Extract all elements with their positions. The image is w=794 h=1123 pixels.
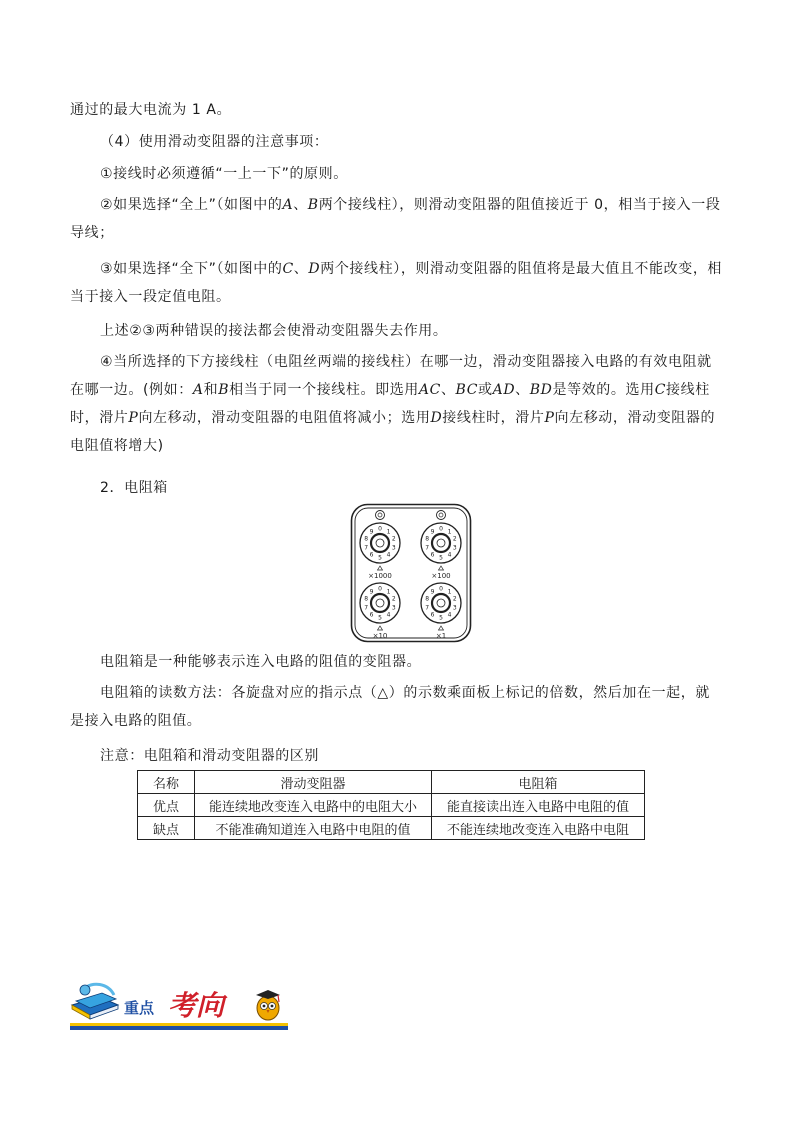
dial-digit: 6 <box>430 551 435 559</box>
dial-digit: 3 <box>452 544 457 552</box>
slider-p: P <box>128 410 139 426</box>
rule-4-text-d: 接线柱时，滑片 <box>70 382 710 426</box>
terminal-label-b: B <box>307 197 319 213</box>
dial-digit: 9 <box>430 588 435 596</box>
dial-digit: 1 <box>386 528 391 536</box>
resistance-box-reading-method: 电阻箱的读数方法：各旋盘对应的指示点（△）的示数乘面板上标记的倍数，然后加在一起，就是接入电路的阻值。 <box>70 685 710 729</box>
table-cell: 不能连续地改变连入电路中电阻 <box>432 817 645 840</box>
rule-4-text-e: 向左移动，滑动变阻器的电阻值将减小；选用 <box>138 410 431 426</box>
dial-multiplier-label: ×10 <box>372 632 388 640</box>
dial-digit: 7 <box>364 604 369 612</box>
table-cell: 能连续地改变连入电路中的电阻大小 <box>195 794 432 817</box>
dial-digit: 9 <box>369 588 374 596</box>
terminal-label-d: D <box>308 261 321 277</box>
slider-p: P <box>544 410 555 426</box>
dial-digit: 4 <box>386 611 391 619</box>
rule-4-text-a: ④当所选择的下方接线柱（电阻丝两端的接线柱）在哪一边，滑动变阻器接入电路的有效电阻就在哪一边。(例如： <box>70 354 712 398</box>
table-cell: 不能准确知道连入电路中电阻的值 <box>195 817 432 840</box>
sep: 、 <box>515 382 530 398</box>
note-rule-4 <box>70 348 724 460</box>
dial-multiplier-label: ×1 <box>435 632 447 640</box>
table-header-cell: 滑动变阻器 <box>195 771 432 794</box>
dial-digit: 4 <box>447 611 452 619</box>
note-rule-1: ①接线时必须遵循“一上一下”的原则。 <box>100 166 348 182</box>
key-points-banner <box>70 975 290 1033</box>
rule-4-text-b: 相当于同一个接线柱。即选用 <box>229 382 419 398</box>
table-row <box>138 817 645 840</box>
dial-digit: 0 <box>378 525 382 533</box>
separator: 、 <box>293 197 308 213</box>
table-cell: 优点 <box>138 794 195 817</box>
note-title: 注意：电阻箱和滑动变阻器的区别 <box>100 748 319 764</box>
table-header-row <box>138 771 645 794</box>
table-header-cell: 电阻箱 <box>432 771 645 794</box>
dial-multiplier-label: ×1000 <box>368 572 392 580</box>
dial-digit: 0 <box>439 525 443 533</box>
rule-4-text-f: 接线柱时，滑片 <box>442 410 545 426</box>
terminal-bc: BC <box>455 382 479 398</box>
dial-digit: 2 <box>452 595 457 603</box>
note-rule-3-text-a: ③如果选择“全下”（如图中的 <box>100 261 283 277</box>
text-line-max-current: 通过的最大电流为 1 A。 <box>70 102 232 118</box>
table-cell: 能直接读出连入电路中电阻的值 <box>432 794 645 817</box>
banner-underline-yellow <box>70 1023 288 1026</box>
note-summary: 上述②③两种错误的接法都会使滑动变阻器失去作用。 <box>100 323 448 339</box>
dial-digit: 5 <box>378 614 382 622</box>
sep: 、 <box>440 382 456 398</box>
terminal-ad: AD <box>492 382 516 398</box>
note-rule-3-text-b: 两个接线柱），则滑动变阻器的阻值将是最大值且不能改变，相当于接入一段定值电阻。 <box>70 261 723 305</box>
terminal-ac: AC <box>418 382 441 398</box>
dial-digit: 3 <box>391 604 396 612</box>
dial-digit: 2 <box>452 535 457 543</box>
heading-notes-4: （4）使用滑动变阻器的注意事项： <box>100 134 329 150</box>
dial-digit: 3 <box>391 544 396 552</box>
dial-digit: 5 <box>378 554 382 562</box>
dial-digit: 2 <box>391 535 396 543</box>
dial-digit: 4 <box>386 551 391 559</box>
note-rule-2-text-b: 两个接线柱），则滑动变阻器的阻值接近于 0，相当于接入一段导线； <box>70 197 721 241</box>
banner-text-1: 重点 <box>124 999 155 1017</box>
terminal-b: B <box>218 382 230 398</box>
resistance-box-definition: 电阻箱是一种能够表示连入电路的阻值的变阻器。 <box>100 654 422 670</box>
rule-4-text-g: 向左移动，滑动变阻器的电阻值将增大) <box>70 410 716 454</box>
dial-digit: 6 <box>430 611 435 619</box>
terminal-c: C <box>654 382 667 398</box>
books-icon <box>72 984 118 1019</box>
dial-digit: 1 <box>447 588 452 596</box>
rule-4-text-c: 是等效的。选用 <box>552 382 655 398</box>
resistance-box-figure <box>350 503 472 643</box>
separator: 、 <box>293 261 309 277</box>
dial-digit: 1 <box>447 528 452 536</box>
rule-4-or: 或 <box>478 382 493 398</box>
terminal-screw <box>376 511 385 520</box>
terminal-bd: BD <box>529 382 553 398</box>
dial-digit: 0 <box>378 585 382 593</box>
dial-digit: 9 <box>430 528 435 536</box>
terminal-label-c: C <box>282 261 294 277</box>
dial-digit: 1 <box>386 588 391 596</box>
dial-digit: 9 <box>369 528 374 536</box>
dial-digit: 7 <box>425 544 430 552</box>
dial-digit: 8 <box>364 535 369 543</box>
dial-digit: 3 <box>452 604 457 612</box>
table-cell: 缺点 <box>138 817 195 840</box>
dial-digit: 8 <box>364 595 369 603</box>
dial-digit: 7 <box>364 544 369 552</box>
owl-mascot-icon <box>256 990 280 1020</box>
dial-digit: 5 <box>439 554 443 562</box>
rule-4-and: 和 <box>203 382 219 398</box>
banner-text-2: 考向 <box>168 989 225 1022</box>
dial-multiplier-label: ×100 <box>431 572 451 580</box>
note-rule-2 <box>70 191 724 247</box>
dial-digit: 6 <box>369 551 374 559</box>
terminal-label-a: A <box>282 197 294 213</box>
dial-digit: 8 <box>425 595 430 603</box>
terminal-a: A <box>192 382 204 398</box>
note-rule-3 <box>70 255 724 311</box>
table-row <box>138 794 645 817</box>
banner-underline-blue <box>70 1026 288 1030</box>
section-heading-resistance-box: 2．电阻箱 <box>100 480 168 496</box>
comparison-table <box>137 770 645 840</box>
dial-digit: 0 <box>439 585 443 593</box>
dial-digit: 4 <box>447 551 452 559</box>
dial-digit: 6 <box>369 611 374 619</box>
dial-digit: 8 <box>425 535 430 543</box>
dial-digit: 7 <box>425 604 430 612</box>
note-rule-2-text-a: ②如果选择“全上”（如图中的 <box>100 197 283 213</box>
table-header-cell: 名称 <box>138 771 195 794</box>
terminal-d: D <box>430 410 443 426</box>
dial-digit: 5 <box>439 614 443 622</box>
dial-digit: 2 <box>391 595 396 603</box>
terminal-screw <box>437 511 446 520</box>
